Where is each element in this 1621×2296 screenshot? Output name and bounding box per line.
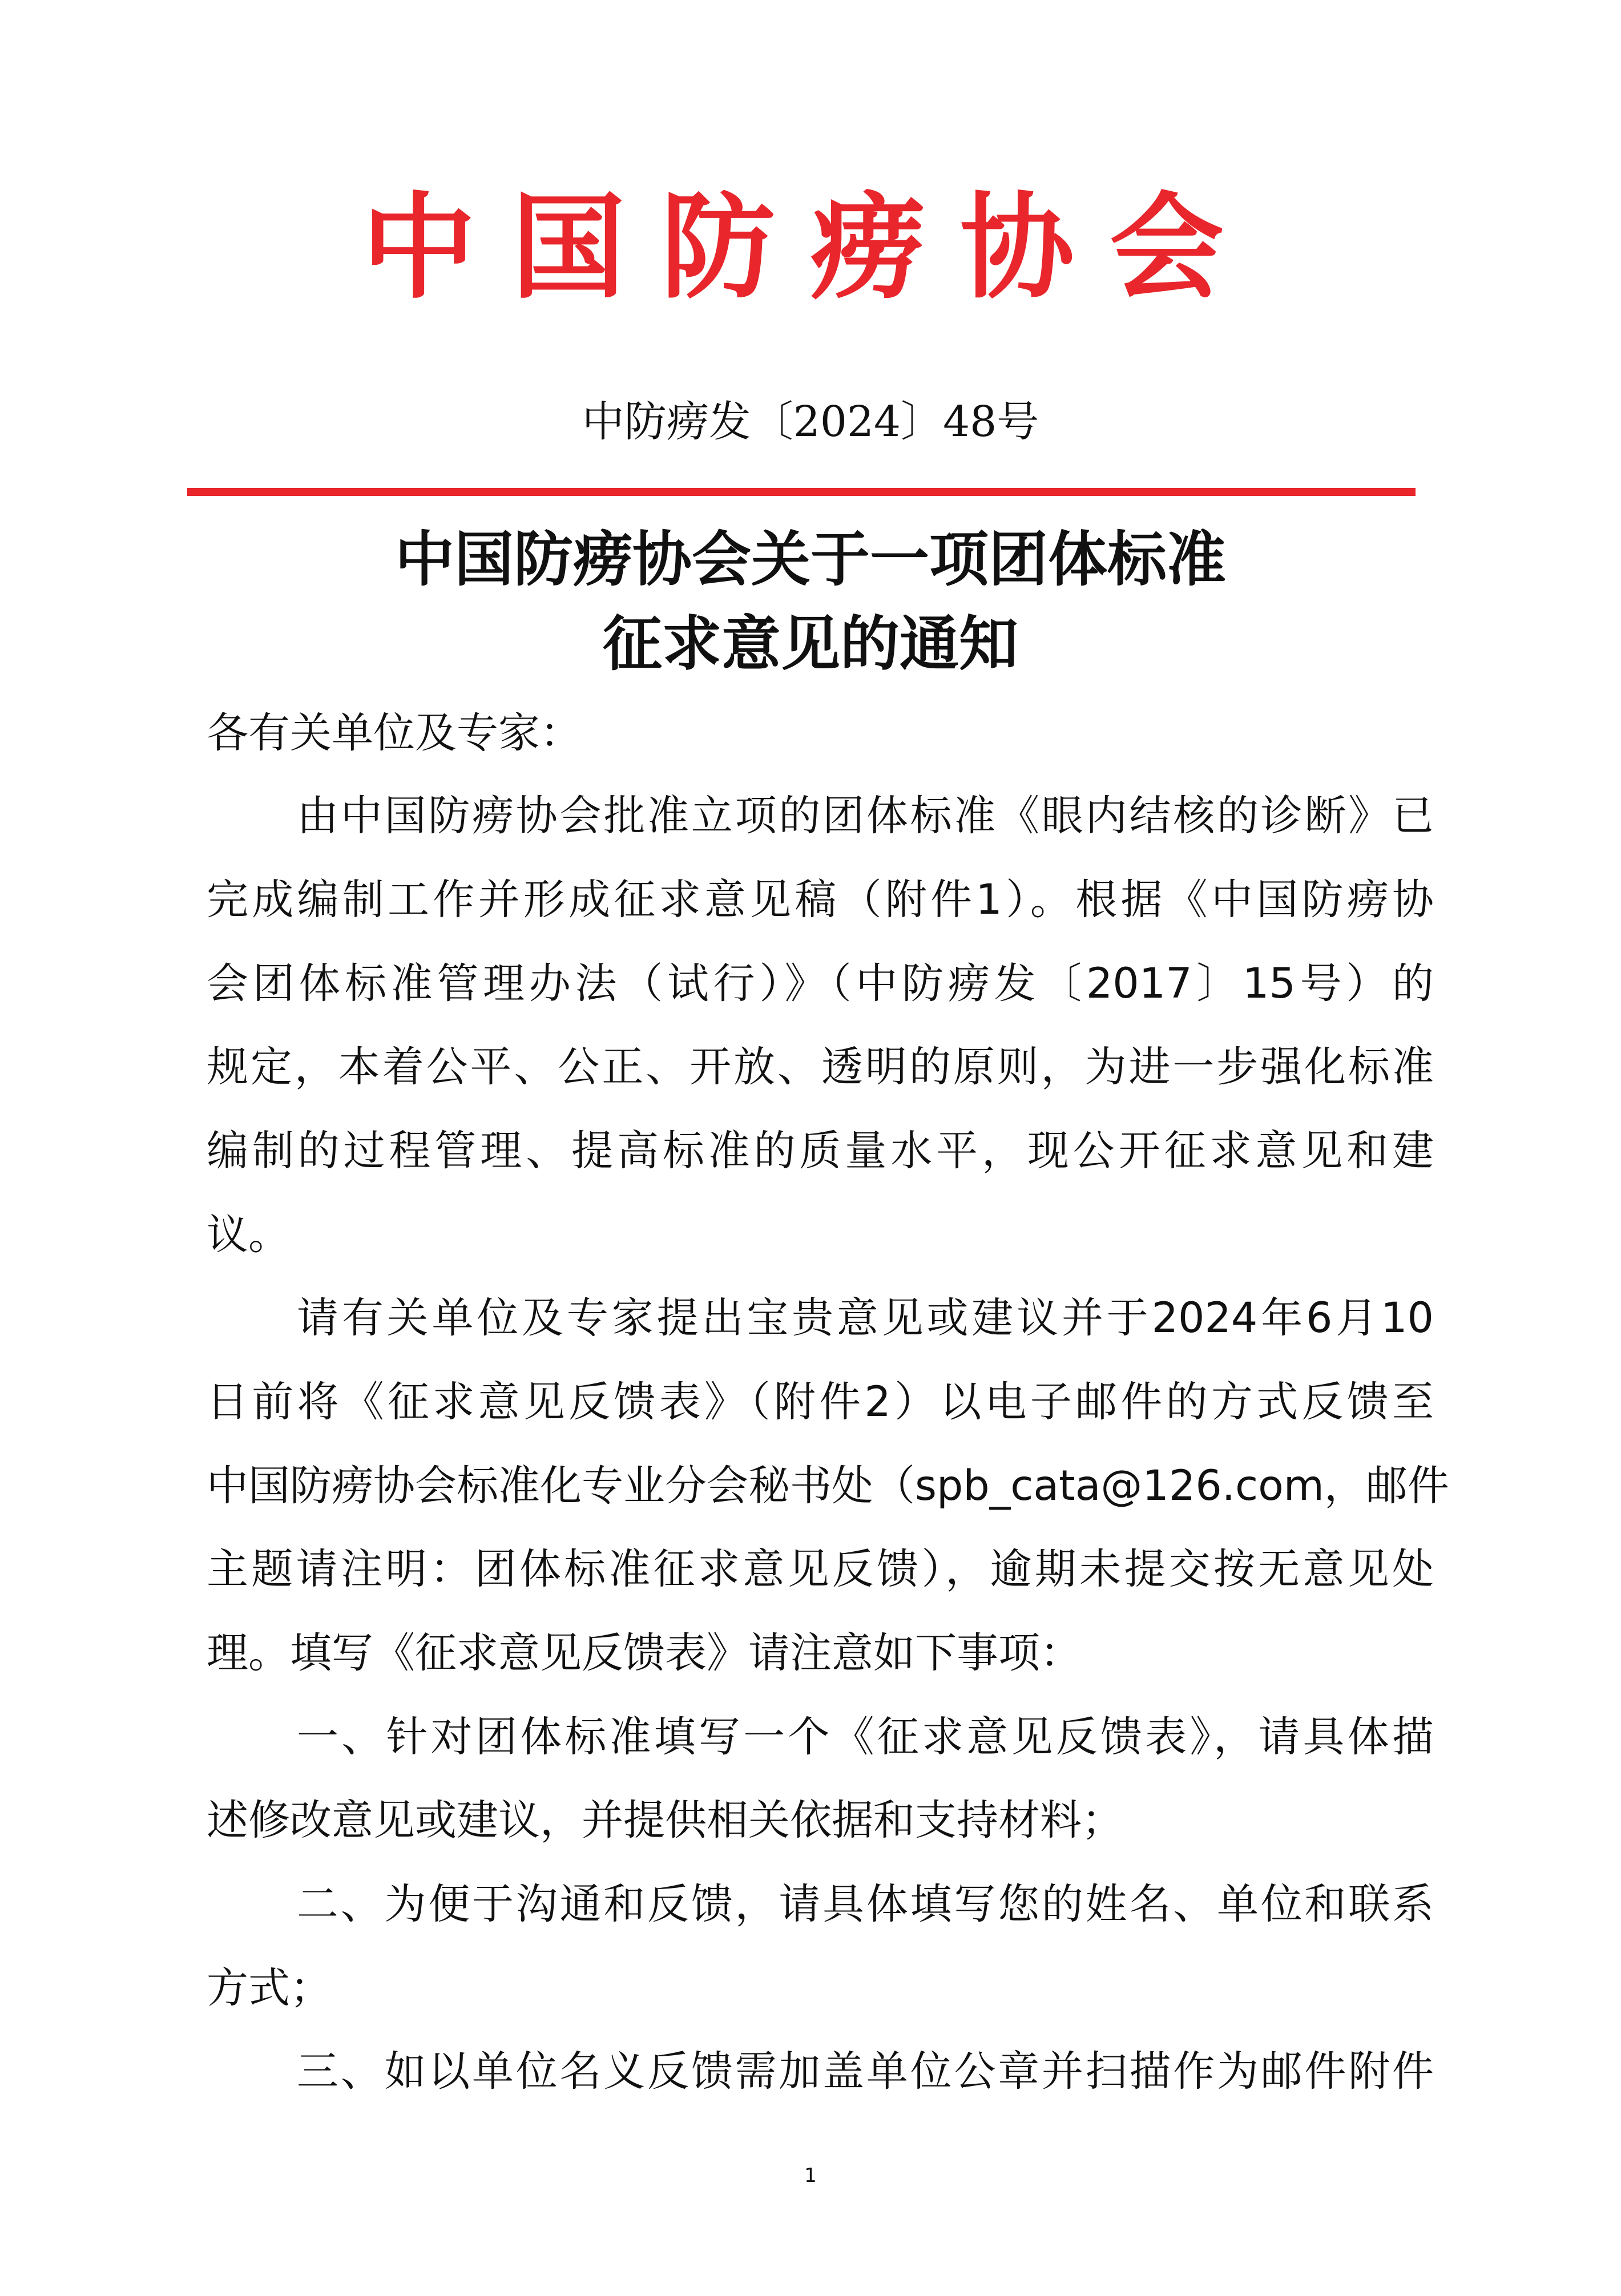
notice-title-line-2: 征求意见的通知 (602, 608, 1018, 679)
notice-title-line-1: 中国防痨协会关于一项团体标准 (394, 524, 1226, 594)
body-line: 会团体标准管理办法（试行）》（中防痨发〔2017〕15号）的 (207, 959, 1434, 1008)
body-line: 编制的过程管理、提高标准的质量水平，现公开征求意见和建 (207, 1127, 1434, 1175)
body-line: 二、为便于沟通和反馈，请具体填写您的姓名、单位和联系 (297, 1880, 1434, 1928)
body-line: 由中国防痨协会批准立项的团体标准《眼内结核的诊断》已 (297, 792, 1434, 840)
salutation: 各有关单位及专家： (207, 709, 582, 757)
body-line: 主题请注明：团体标准征求意见反馈），逾期未提交按无意见处 (207, 1545, 1434, 1593)
page-number: 1 (804, 2164, 817, 2187)
body-line: 请有关单位及专家提出宝贵意见或建议并于2024年6月10 (297, 1294, 1434, 1342)
body-line: 议。 (207, 1210, 290, 1259)
body-line: 日前将《征求意见反馈表》（附件2）以电子邮件的方式反馈至 (207, 1378, 1434, 1426)
body-line: 述修改意见或建议，并提供相关依据和支持材料； (207, 1796, 1123, 1845)
body-line: 方式； (207, 1964, 332, 2012)
body-line: 完成编制工作并形成征求意见稿（附件1）。根据《中国防痨协 (207, 875, 1434, 924)
body-line: 一、针对团体标准填写一个《征求意见反馈表》，请具体描 (297, 1713, 1434, 1761)
red-divider-line (187, 488, 1416, 496)
organization-header: 中国防痨协会 (361, 181, 1259, 314)
document-number: 中防痨发〔2024〕48号 (582, 397, 1039, 446)
body-line: 中国防痨协会标准化专业分会秘书处（spb_cata@126.com，邮件 (207, 1462, 1449, 1510)
body-line: 理。填写《征求意见反馈表》请注意如下事项： (207, 1629, 1082, 1677)
body-line: 规定，本着公平、公正、开放、透明的原则，为进一步强化标准 (207, 1043, 1434, 1091)
body-line: 三、如以单位名义反馈需加盖单位公章并扫描作为邮件附件 (297, 2047, 1434, 2096)
